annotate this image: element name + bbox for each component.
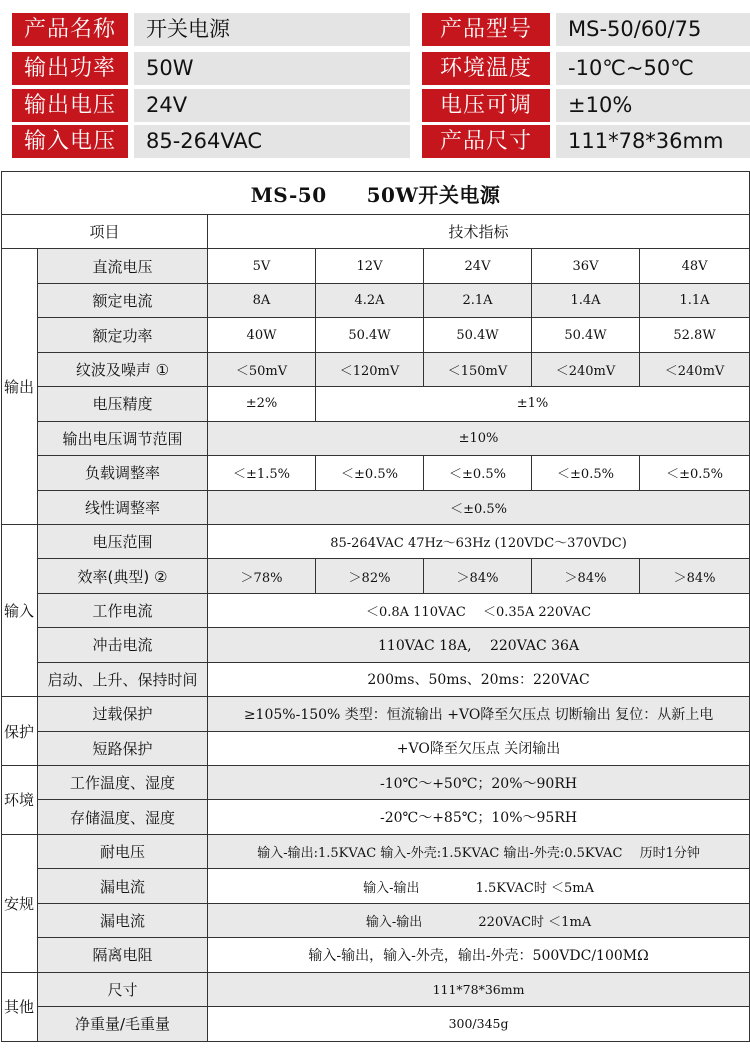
- summary-row: [0, 13, 750, 46]
- cell: 输入-输出 1.5KVAC时 ＜5mA: [208, 869, 750, 903]
- summary-label: 输入电压: [12, 125, 128, 158]
- row-name: 冲击电流: [38, 628, 208, 662]
- cell: 110VAC 18A, 220VAC 36A: [208, 628, 750, 662]
- model-name: MS-50: [250, 182, 327, 207]
- category-safety: 安规: [2, 834, 38, 972]
- cell: 1.4A: [532, 283, 640, 317]
- row-name: 工作电流: [38, 593, 208, 627]
- cell: -20℃～+85℃；10%～95RH: [208, 800, 750, 834]
- cell: ＞78%: [208, 559, 316, 593]
- row-name: 尺寸: [38, 972, 208, 1006]
- cell: ±1%: [316, 387, 750, 421]
- summary-value: 开关电源: [134, 13, 410, 46]
- summary-row: [0, 52, 750, 85]
- cell: 输入-输出，输入-外壳，输出-外壳：500VDC/100MΩ: [208, 938, 750, 972]
- spec-title: [2, 172, 750, 215]
- summary-value: -10℃~50℃: [556, 52, 750, 85]
- cell: 48V: [640, 249, 750, 283]
- row-name: 短路保护: [38, 731, 208, 765]
- category-other: 其他: [2, 972, 38, 1041]
- cell: 111*78*36mm: [208, 972, 750, 1006]
- cell: ＞84%: [532, 559, 640, 593]
- cell: 4.2A: [316, 283, 424, 317]
- cell: ＜±1.5%: [208, 456, 316, 490]
- summary-label: 产品尺寸: [422, 125, 550, 158]
- cell: 5V: [208, 249, 316, 283]
- cell: ＜±0.5%: [208, 490, 750, 524]
- cell: 24V: [424, 249, 532, 283]
- row-name: 工作温度、湿度: [38, 766, 208, 800]
- cell: 300/345g: [208, 1007, 750, 1041]
- cell: ＜±0.5%: [640, 456, 750, 490]
- cell: ≥105%-150% 类型：恒流输出 +VO降至欠压点 切断输出 复位：从新上电: [208, 697, 750, 731]
- cell: ＜150mV: [424, 352, 532, 386]
- cell: ＜240mV: [640, 352, 750, 386]
- row-name: 存储温度、湿度: [38, 800, 208, 834]
- spec-table-wrapper: [0, 170, 750, 1046]
- category-output: 输出: [2, 249, 38, 525]
- row-name: 额定功率: [38, 318, 208, 352]
- summary-value: MS-50/60/75: [556, 13, 750, 46]
- cell: 1.1A: [640, 283, 750, 317]
- product-title: 50W开关电源: [366, 182, 501, 207]
- cell: ＜240mV: [532, 352, 640, 386]
- cell: 36V: [532, 249, 640, 283]
- cell: ±10%: [208, 421, 750, 455]
- category-input: 输入: [2, 524, 38, 696]
- cell: 85-264VAC 47Hz～63Hz (120VDC～370VDC): [208, 524, 750, 558]
- row-name: 电压范围: [38, 524, 208, 558]
- category-env: 环境: [2, 766, 38, 835]
- row-name: 直流电压: [38, 249, 208, 283]
- cell: ＜50mV: [208, 352, 316, 386]
- header-spec: 技术指标: [208, 215, 750, 249]
- summary-label: 电压可调: [422, 89, 550, 122]
- row-name: 启动、上升、保持时间: [38, 662, 208, 696]
- cell: 2.1A: [424, 283, 532, 317]
- category-protect: 保护: [2, 697, 38, 766]
- row-name: 过载保护: [38, 697, 208, 731]
- cell: ＜±0.5%: [532, 456, 640, 490]
- row-name: 耐电压: [38, 834, 208, 868]
- row-name: 纹波及噪声 ①: [38, 352, 208, 386]
- cell: 输入-输出 220VAC时 ＜1mA: [208, 903, 750, 937]
- row-name: 隔离电阻: [38, 938, 208, 972]
- cell: 50.4W: [316, 318, 424, 352]
- summary-label: 输出电压: [12, 89, 128, 122]
- summary-value: 111*78*36mm: [556, 125, 750, 158]
- row-name: 额定电流: [38, 283, 208, 317]
- summary-value: 50W: [134, 52, 410, 85]
- summary-value: 24V: [134, 89, 410, 122]
- summary-label: 产品型号: [422, 13, 550, 46]
- row-name: 漏电流: [38, 903, 208, 937]
- summary-row: [0, 125, 750, 158]
- cell: 50.4W: [532, 318, 640, 352]
- row-name: 净重量/毛重量: [38, 1007, 208, 1041]
- product-summary: [0, 0, 750, 170]
- cell: ＜±0.5%: [316, 456, 424, 490]
- row-name: 效率(典型) ②: [38, 559, 208, 593]
- cell: 40W: [208, 318, 316, 352]
- row-name: 输出电压调节范围: [38, 421, 208, 455]
- summary-value: 85-264VAC: [134, 125, 410, 158]
- summary-label: 输出功率: [12, 52, 128, 85]
- cell: ±2%: [208, 387, 316, 421]
- summary-label: 产品名称: [12, 13, 128, 46]
- cell: 50.4W: [424, 318, 532, 352]
- cell: ＞82%: [316, 559, 424, 593]
- row-name: 负载调整率: [38, 456, 208, 490]
- cell: 输入-输出:1.5KVAC 输入-外壳:1.5KVAC 输出-外壳:0.5KVAC 历时1分钟: [208, 834, 750, 868]
- cell: ＞84%: [640, 559, 750, 593]
- cell: ＜±0.5%: [424, 456, 532, 490]
- summary-row: [0, 89, 750, 122]
- cell: 12V: [316, 249, 424, 283]
- header-item: 项目: [2, 215, 208, 249]
- row-name: 电压精度: [38, 387, 208, 421]
- cell: 200ms、50ms、20ms：220VAC: [208, 662, 750, 696]
- spec-table: [1, 171, 750, 1042]
- row-name: 漏电流: [38, 869, 208, 903]
- cell: +VO降至欠压点 关闭输出: [208, 731, 750, 765]
- cell: -10℃～+50℃；20%～90RH: [208, 766, 750, 800]
- row-name: 线性调整率: [38, 490, 208, 524]
- cell: ＜120mV: [316, 352, 424, 386]
- cell: ＜0.8A 110VAC ＜0.35A 220VAC: [208, 593, 750, 627]
- cell: 8A: [208, 283, 316, 317]
- summary-label: 环境温度: [422, 52, 550, 85]
- summary-value: ±10%: [556, 89, 750, 122]
- cell: ＞84%: [424, 559, 532, 593]
- cell: 52.8W: [640, 318, 750, 352]
